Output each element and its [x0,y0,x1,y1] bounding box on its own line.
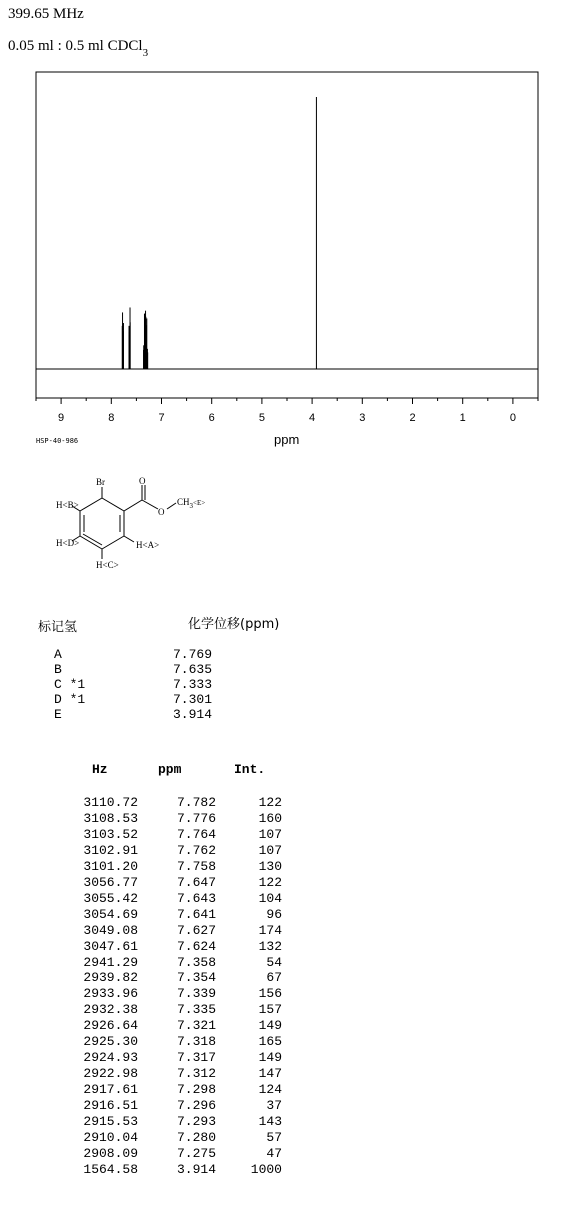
peak-int: 156 [258,986,282,1002]
x-axis-label: ppm [274,432,300,447]
peak-int: 54 [266,954,282,970]
table-row [0,795,570,811]
assignment-shift: 7.333 [173,677,213,692]
peak-ppm: 7.358 [176,954,216,970]
peak-hz: 3054.69 [83,906,138,922]
peak-hz: 2925.30 [83,1034,138,1050]
table-row [0,955,570,971]
plot-frame [36,72,538,398]
label-o-carbonyl: O [139,476,146,486]
table-row [0,939,570,955]
peak-ppm: 7.335 [176,1002,216,1018]
peak-hz: 3047.61 [83,938,138,954]
peak-ppm: 7.298 [176,1082,216,1098]
table-row [0,1034,570,1050]
table-row [0,923,570,939]
peak-hz: 3055.42 [83,890,138,906]
peak-ppm: 7.339 [176,986,216,1002]
peak-hz: 2941.29 [83,954,138,970]
peak-int: 37 [266,1098,282,1114]
label-hb: H<B> [56,500,79,510]
peak-hz: 1564.58 [83,1161,138,1177]
peak-hz: 3056.77 [83,874,138,890]
peak-int: 130 [258,858,282,874]
peaks-group [122,97,316,369]
label-br: Br [96,477,105,487]
peak-hz: 2910.04 [83,1129,138,1145]
sample-subscript: 3 [142,47,149,59]
x-tick-label: 9 [58,412,65,424]
table-row [0,1066,570,1082]
x-tick-label: 2 [409,412,416,424]
peak-hz: 3110.72 [83,795,138,810]
label-hc: H<C> [96,560,119,570]
peak-ppm: 7.317 [176,1050,216,1066]
table-row [0,986,570,1002]
assignment-label: B [54,662,62,677]
assignment-header-shift: 化学位移(ppm) [188,617,280,632]
peak-int: 160 [258,810,282,826]
peak-hz: 2924.93 [83,1050,138,1066]
peak-ppm: 7.275 [176,1145,216,1161]
label-hd: H<D> [56,538,80,548]
peak-hz: 2915.53 [83,1114,138,1129]
peak-int: 57 [266,1129,282,1145]
peak-int: 67 [266,970,282,986]
peak-hz: 2926.64 [83,1018,138,1034]
peak-ppm: 7.627 [176,922,216,938]
peak-int: 143 [258,1114,282,1129]
molecule-structure [50,475,250,585]
x-tick-label: 4 [309,412,316,424]
table-row [0,827,570,843]
x-tick-label: 8 [108,412,115,424]
x-tick-label: 6 [208,412,215,424]
x-tick-label: 0 [509,412,516,424]
peak-hz: 2917.61 [83,1082,138,1098]
table-row [0,859,570,875]
label-ch3-main: CH [177,497,190,507]
peak-header-ppm: ppm [158,762,182,777]
peak-hz: 3103.52 [83,826,138,842]
table-row [0,843,570,859]
nmr-spectrum-chart [0,0,570,470]
peak-ppm: 7.782 [176,795,216,810]
table-row [0,1002,570,1018]
peak-int: 47 [266,1145,282,1161]
table-row [0,811,570,827]
peak-hz: 2916.51 [83,1098,138,1114]
assignment-shift: 7.301 [173,692,213,707]
peak-int: 96 [266,906,282,922]
label-ch3-tag: <E> [193,499,206,507]
assignment-label: A [54,647,62,662]
table-row [0,891,570,907]
x-tick-label: 1 [459,412,466,424]
peak-ppm: 7.647 [176,874,216,890]
table-row [0,875,570,891]
peak-hz: 2922.98 [83,1066,138,1082]
assignment-shift: 7.635 [173,662,213,677]
peak-hz: 3101.20 [83,858,138,874]
peak-hz: 3049.08 [83,922,138,938]
table-row [0,907,570,923]
peak-hz: 3108.53 [83,810,138,826]
peak-int: 157 [258,1002,282,1018]
peak-ppm: 7.764 [176,826,216,842]
peak-ppm: 7.643 [176,890,216,906]
peak-int: 149 [258,1018,282,1034]
peak-int: 107 [258,826,282,842]
peak-int: 104 [258,890,282,906]
peak-ppm: 7.293 [176,1114,216,1129]
assignment-header-h: 标记氢 [38,620,78,635]
peak-int: 107 [258,842,282,858]
peak-ppm: 7.296 [176,1098,216,1114]
peak-ppm: 7.776 [176,810,216,826]
table-row [0,1130,570,1146]
peak-ppm: 7.354 [176,970,216,986]
peak-hz: 2933.96 [83,986,138,1002]
peak-hz: 3102.91 [83,842,138,858]
peak-ppm: 7.624 [176,938,216,954]
peak-hz: 2939.82 [83,970,138,986]
peak-header-int: Int. [234,762,266,777]
table-row [0,1082,570,1098]
peak-int: 147 [258,1066,282,1082]
assignment-label: D *1 [54,692,86,707]
peak-ppm: 7.312 [176,1066,216,1082]
structure-bonds [72,485,176,559]
label-o-ester: O [158,507,165,517]
x-axis-ticks [36,398,538,424]
table-row [0,1162,570,1178]
table-row [0,1098,570,1114]
source-code-label: HSP-40-986 [36,437,79,445]
peak-int: 149 [258,1050,282,1066]
peak-ppm: 7.758 [176,858,216,874]
peak-header-hz: Hz [92,762,108,777]
assignment-label: E [54,707,62,722]
x-tick-label: 3 [359,412,366,424]
peak-int: 124 [258,1082,282,1098]
peak-int: 174 [258,922,282,938]
assignment-label: C *1 [54,677,86,692]
peak-hz: 2932.38 [83,1002,138,1018]
table-row [0,1146,570,1162]
peak-ppm: 7.318 [176,1034,216,1050]
label-ha: H<A> [136,540,160,550]
assignment-shift: 3.914 [173,707,213,722]
table-row [0,1114,570,1130]
table-row [0,970,570,986]
table-row [0,1050,570,1066]
spectrometer-frequency: 399.65 MHz [8,6,84,22]
sample-main: 0.05 ml : 0.5 ml CDCl [8,38,143,54]
peak-hz: 2908.09 [83,1145,138,1161]
peak-int: 132 [258,938,282,954]
label-ch3 [177,497,205,510]
label-ch3-sub: 3 [189,502,194,510]
peak-ppm: 7.280 [176,1129,216,1145]
table-row [0,1018,570,1034]
x-tick-label: 5 [258,412,265,424]
peak-int: 1000 [250,1161,282,1177]
peak-int: 165 [258,1034,282,1050]
peak-int: 122 [258,795,282,810]
x-tick-label: 7 [158,412,165,424]
peak-int: 122 [258,874,282,890]
peak-ppm: 7.762 [176,842,216,858]
peak-ppm: 3.914 [176,1161,216,1177]
peak-ppm: 7.321 [176,1018,216,1034]
peak-ppm: 7.641 [176,906,216,922]
assignment-shift: 7.769 [173,647,213,662]
